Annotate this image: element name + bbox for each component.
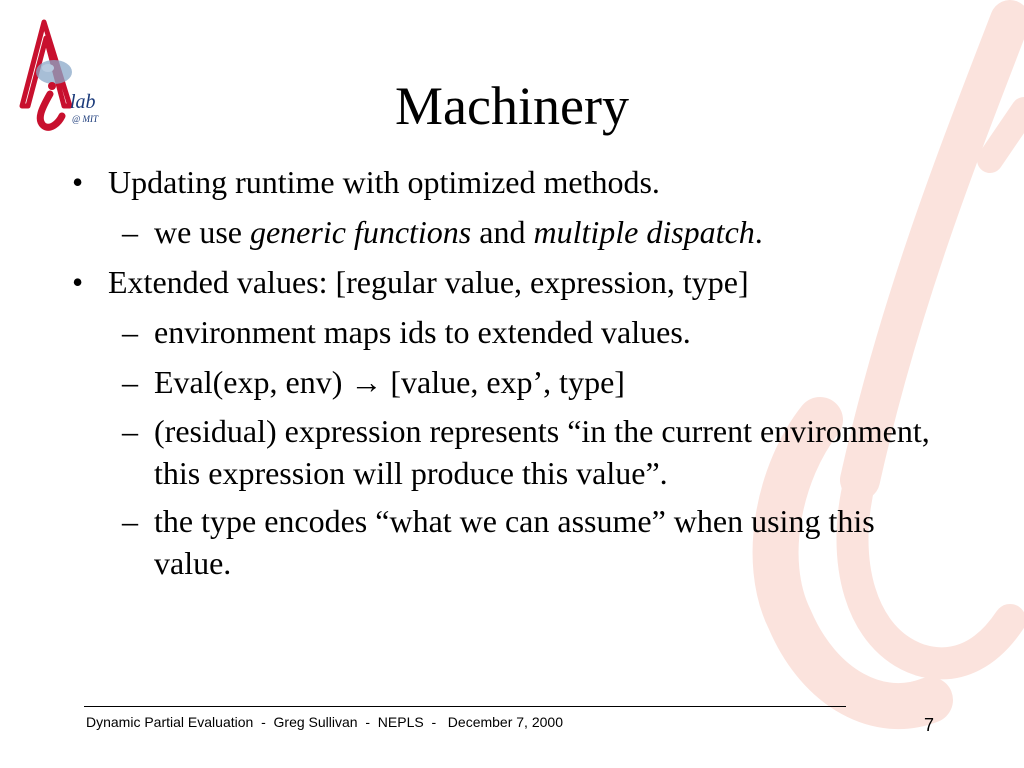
bullet-text-post: . [754,214,763,250]
list-item [66,500,946,584]
bullet-text: the type encodes “what we can assume” when using this value. [154,503,875,581]
sub-bullet-marker: – [122,214,138,250]
slide-title: Machinery [395,76,629,136]
logo-mit-text: @ MIT [72,114,99,124]
bullet-text-pre: Eval(exp, env) [154,364,351,400]
bullet-marker: • [72,164,84,200]
list-item [66,360,946,404]
list-item [66,410,946,494]
sub-bullet-marker: – [122,503,138,539]
logo-lab-text: lab [70,91,96,113]
bullet-text-post: [value, exp’, type] [382,364,625,400]
bullet-emphasis: generic functions [249,214,472,250]
sub-bullet-marker: – [122,413,138,449]
bullet-text-mid: and [471,214,534,250]
bullet-text: Extended values: [regular value, expression, type] [108,264,749,300]
list-item [66,160,946,204]
bullet-text-pre: we use [154,214,250,250]
sub-bullet-marker: – [122,364,138,400]
footer-divider [84,706,846,707]
list-item [66,260,946,304]
bullet-list [66,160,946,590]
list-item [66,210,946,254]
page-number: 7 [924,715,935,735]
sub-bullet-marker: – [122,314,138,350]
list-item [66,310,946,354]
bullet-text: Updating runtime with optimized methods. [108,164,660,200]
bullet-marker: • [72,264,84,300]
bullet-text: environment maps ids to extended values. [154,314,691,350]
arrow-symbol: → [350,364,383,400]
bullet-emphasis: multiple dispatch [533,214,755,250]
bullet-text: (residual) expression represents “in the current environment, this expression will produce this value”. [154,413,930,491]
footer-text: Dynamic Partial Evaluation - Greg Sullivan - NEPLS - December 7, 2000 [86,714,563,730]
